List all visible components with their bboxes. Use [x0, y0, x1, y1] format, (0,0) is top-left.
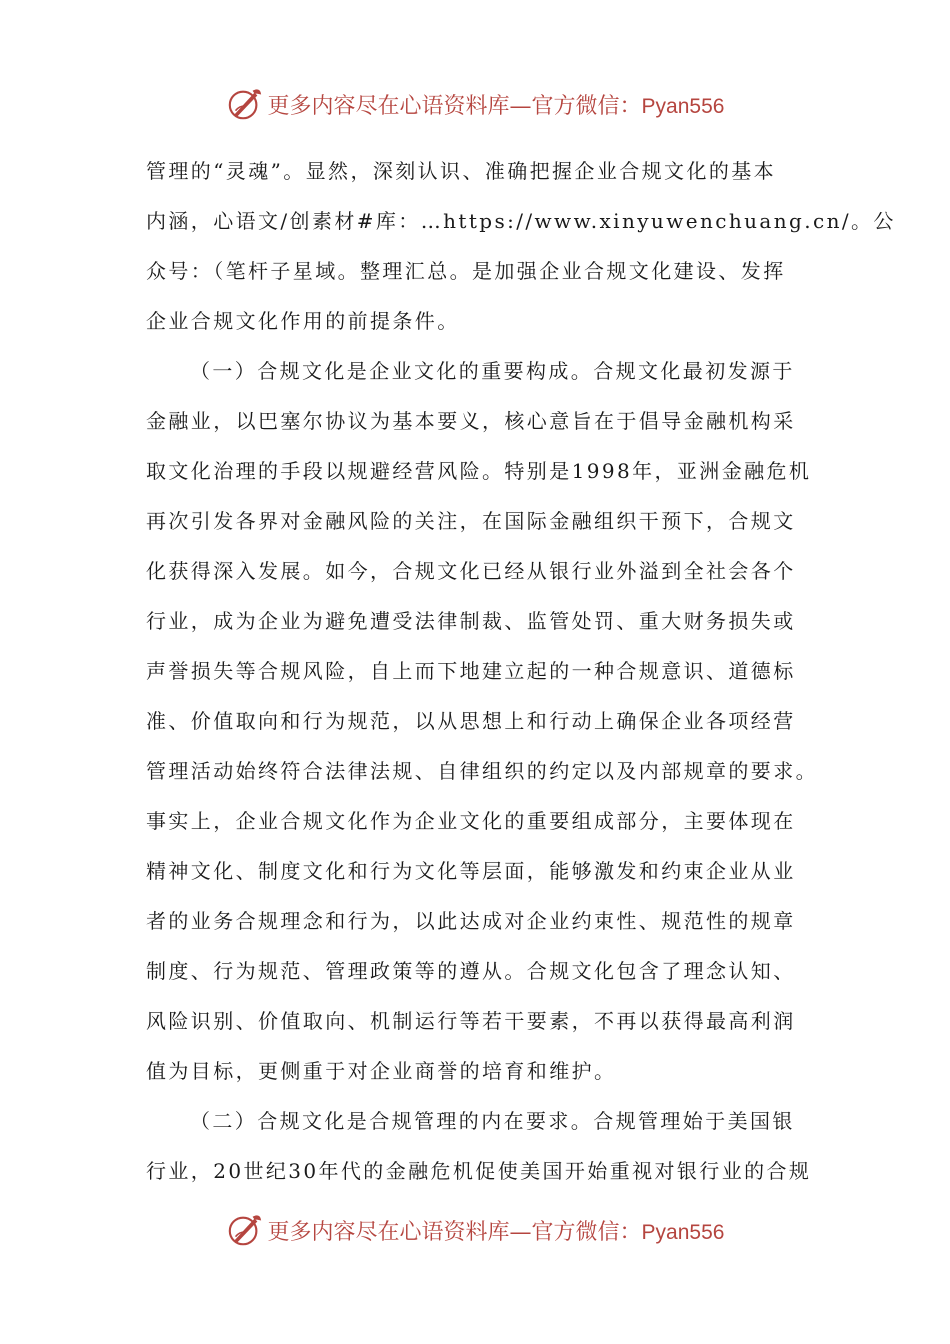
text-line: 化获得深入发展。如今，合规文化已经从银行业外溢到全社会各个: [146, 559, 796, 583]
footer-banner: [0, 1210, 950, 1250]
text-line: 者的业务合规理念和行为，以此达成对企业约束性、规范性的规章: [146, 909, 796, 933]
text-line: 取文化治理的手段以规避经营风险。特别是1998年，亚洲金融危机: [146, 459, 812, 483]
text-line: 风险识别、价值取向、机制运行等若干要素，不再以获得最高利润: [146, 1009, 796, 1033]
text-line: 管理活动始终符合法律法规、自律组织的约定以及内部规章的要求。: [146, 759, 818, 783]
text-line: 准、价值取向和行为规范，以从思想上和行动上确保企业各项经营: [146, 709, 796, 733]
text-line: 事实上，企业合规文化作为企业文化的重要组成部分，主要体现在: [146, 809, 796, 833]
text-line: 值为目标，更侧重于对企业商誉的培育和维护。: [146, 1059, 617, 1083]
text-line: 制度、行为规范、管理政策等的遵从。合规文化包含了理念认知、: [146, 959, 796, 983]
paragraph-start-line: （二）合规文化是合规管理的内在要求。合规管理始于美国银: [190, 1109, 795, 1133]
quill-logo-icon: [226, 1211, 264, 1249]
text-line: 声誉损失等合规风险，自上而下地建立起的一种合规意识、道德标: [146, 659, 796, 683]
text-line: 企业合规文化作用的前提条件。: [146, 309, 460, 333]
footer-wechat-id: Pyan556: [641, 1220, 725, 1244]
header-wechat-id: Pyan556: [641, 94, 725, 118]
quill-logo-icon: [226, 85, 264, 123]
text-line: 内涵，心语文/创素材#库：…https://www.xinyuwenchuang.cn/。公: [146, 209, 896, 233]
paragraph-start-line: （一）合规文化是企业文化的重要构成。合规文化最初发源于: [190, 359, 795, 383]
text-line: 金融业，以巴塞尔协议为基本要义，核心意旨在于倡导金融机构采: [146, 409, 796, 433]
text-line: 管理的“灵魂”。显然，深刻认识、准确把握企业合规文化的基本: [146, 159, 777, 183]
header-banner-text: 更多内容尽在心语资料库—官方微信：: [267, 93, 642, 119]
text-line: 精神文化、制度文化和行为文化等层面，能够激发和约束企业从业: [146, 859, 796, 883]
text-line: 行业，成为企业为避免遭受法律制裁、监管处罚、重大财务损失或: [146, 609, 796, 633]
text-line: 再次引发各界对金融风险的关注，在国际金融组织干预下，合规文: [146, 509, 796, 533]
document-body: [146, 146, 896, 1196]
header-banner: [0, 84, 950, 124]
text-line: 众号：（笔杆子星域。整理汇总。是加强企业合规文化建设、发挥: [146, 259, 786, 283]
footer-banner-text: 更多内容尽在心语资料库—官方微信：: [267, 1219, 642, 1245]
text-line: 行业，20世纪30年代的金融危机促使美国开始重视对银行业的合规: [146, 1159, 812, 1183]
